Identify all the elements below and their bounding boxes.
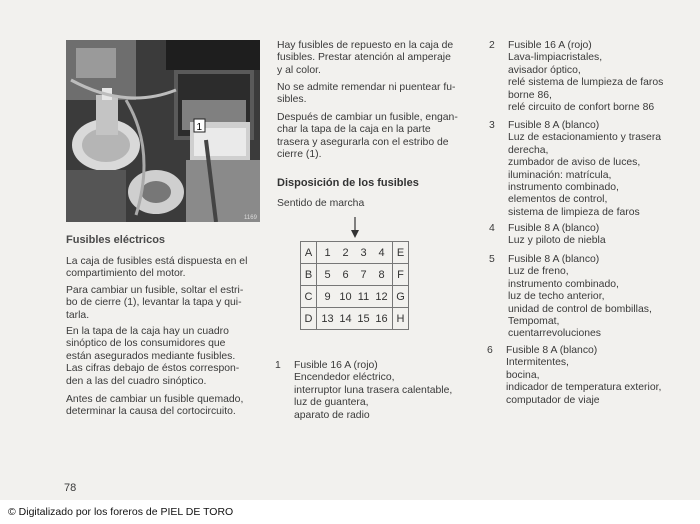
engine-bay-photo — [66, 40, 260, 222]
grid-cell-letter: G — [393, 286, 409, 308]
middle-para-3: Después de cambiar un fusible, engan- char la tapa de la caja en la parte trasera y asegurarla con el estribo de cierre (1). — [277, 112, 458, 161]
grid-cell-numbers: 5 6 7 8 — [317, 264, 393, 286]
grid-cell-numbers: 1 2 3 4 — [317, 242, 393, 264]
arrow-down-icon — [350, 217, 360, 239]
left-para-3: En la tapa de la caja hay un cuadro sinóptico de los consumidores que están asegurados mediante fusibles. Las cifras debajo de éstos correspon- den a las del cuadro sinóptico. — [66, 326, 240, 387]
grid-cell-letter: C — [301, 286, 317, 308]
middle-para-2: No se admite remendar ni puentear fu- sibles. — [277, 82, 456, 106]
fuse-grid-row — [301, 264, 409, 286]
grid-cell-letter: H — [393, 308, 409, 330]
page-number: 78 — [64, 482, 77, 494]
fuse-grid-row — [301, 242, 409, 264]
direction-label: Sentido de marcha — [277, 198, 365, 209]
photo-callout-1: 1 — [196, 122, 203, 133]
photo-code: 1169 — [244, 215, 257, 221]
grid-cell-letter: B — [301, 264, 317, 286]
heading-fusibles-electricos: Fusibles eléctricos — [66, 234, 166, 246]
left-para-2: Para cambiar un fusible, soltar el estri- bo de cierre (1), levantar la tapa y qui- tarla. — [66, 285, 244, 321]
fuse-grid-row — [301, 308, 409, 330]
grid-cell-letter: F — [393, 264, 409, 286]
grid-cell-numbers: 13 14 15 16 — [317, 308, 393, 330]
left-para-1: La caja de fusibles está dispuesta en el compartimiento del motor. — [66, 256, 248, 280]
grid-cell-letter: D — [301, 308, 317, 330]
grid-cell-letter: A — [301, 242, 317, 264]
grid-cell-numbers: 9 10 11 12 — [317, 286, 393, 308]
heading-disposicion: Disposición de los fusibles — [277, 177, 419, 189]
middle-para-1: Hay fusibles de repuesto en la caja de fusibles. Prestar atención al amperaje y al color. — [277, 40, 454, 76]
fuse-grid-row — [301, 286, 409, 308]
footer-credit: © Digitalizado por los foreros de PIEL DE TORO — [0, 500, 700, 524]
left-para-4: Antes de cambiar un fusible quemado, determinar la causa del cortocircuito. — [66, 394, 244, 418]
manual-page: 1 1169 Fusibles eléctricos La caja de fusibles está dispuesta en el compartimiento del motor. Para cambiar un fusible, soltar el estri- bo de cierre (1), levantar la tapa y qui- tarla. En la tapa de la caja hay un cuadro sinóptico de los consumidores que están asegurados mediante fusibles. Las cifras debajo de éstos correspon- den a las del cuadro sinóptico. Antes de cambiar un fusible quemado, determinar la causa del cortocircuito. Hay fusibles de repuesto en la caja de fusibles. Prestar atención al amperaje y al color. No se admite remendar ni puentear fu- sibles. Después de cambiar un fusible, engan- char la tapa de la caja en la parte trasera y asegurarla con el estribo de cierre (1). Disposición de los fusibles Sentido de marcha A 1 2 3 4 E B 5 6 7 8 F C 9 10 11 12 G D 13 14 15 16 H 1 Fusible 16 A (rojo) Encendedor eléctrico, interruptor luna trasera calentable, luz de guantera, aparato de radio 2 Fusible 16 A (rojo) Lava-limpiacristales, avisador óptico, relé sistema de lumpieza de faros borne 86, relé circuito de confort borne 86 3 Fusible 8 A (blanco) Luz de estacionamiento y trasera derecha, zumbador de aviso de luces, iluminación: matrícula, instrumento combinado, elementos de control, sistema de limpieza de faros 4 Fusible 8 A (blanco) Luz y piloto de niebla 5 Fusible 8 A (blanco) Luz de freno, instrumento combinado, luz de techo anterior, unidad de control de bombillas, Tempomat, cuentarrevoluciones 6 Fusible 8 A (blanco) Intermitentes, bocina, indicador de temperatura exterior, computador de viaje 78 © Digitalizado por los foreros de PIEL DE TORO — [0, 0, 700, 524]
grid-cell-letter: E — [393, 242, 409, 264]
fuse-layout-grid — [300, 241, 409, 330]
